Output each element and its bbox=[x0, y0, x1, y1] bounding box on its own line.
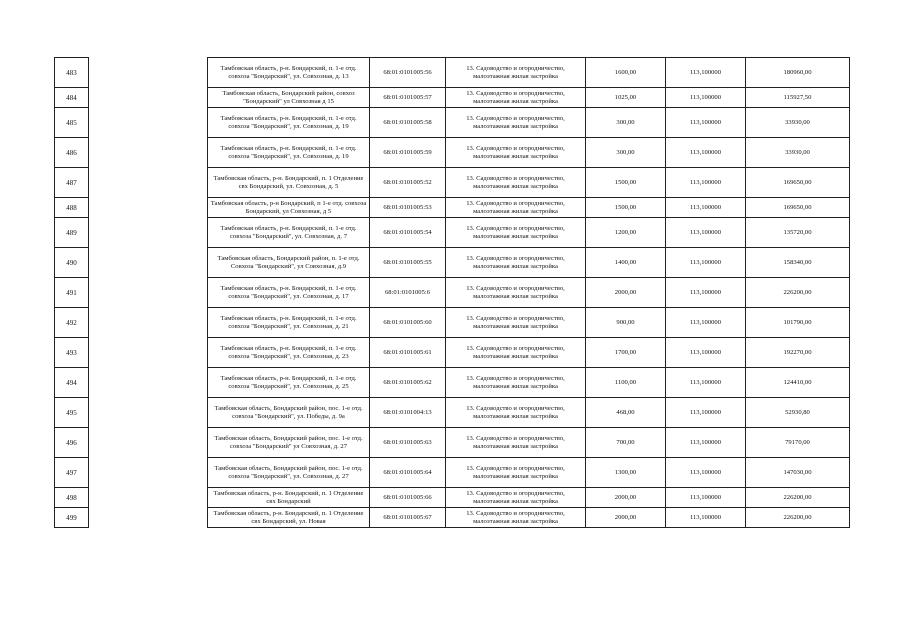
land-use-cell: 13. Садоводство и огородничество, малоэтажная жилая застройка bbox=[446, 198, 586, 218]
cadastral-number-cell: 68:01:0101004:13 bbox=[370, 398, 446, 428]
table-row bbox=[55, 248, 850, 278]
row-number: 495 bbox=[55, 398, 89, 428]
address-cell: Тамбовская область, Бондарский район, пос. 1-е отд. совхоза "Бондарский" ул Совхозная, д. 27 bbox=[208, 428, 370, 458]
gap-cell bbox=[89, 218, 208, 248]
table-row bbox=[55, 138, 850, 168]
cadastral-value-cell: 33930,00 bbox=[746, 108, 850, 138]
specific-value-cell: 113,100000 bbox=[666, 108, 746, 138]
land-use-cell: 13. Садоводство и огородничество, малоэтажная жилая застройка bbox=[446, 138, 586, 168]
row-number: 498 bbox=[55, 488, 89, 508]
row-number: 499 bbox=[55, 508, 89, 528]
cadastral-number-cell: 68:01:0101005:56 bbox=[370, 58, 446, 88]
specific-value-cell: 113,100000 bbox=[666, 168, 746, 198]
area-cell: 1700,00 bbox=[586, 338, 666, 368]
cadastral-value-cell: 135720,00 bbox=[746, 218, 850, 248]
land-use-cell: 13. Садоводство и огородничество, малоэтажная жилая застройка bbox=[446, 108, 586, 138]
specific-value-cell: 113,100000 bbox=[666, 458, 746, 488]
area-cell: 1600,00 bbox=[586, 58, 666, 88]
gap-cell bbox=[89, 88, 208, 108]
cadastral-number-cell: 68:01:0101005:67 bbox=[370, 508, 446, 528]
row-number: 484 bbox=[55, 88, 89, 108]
gap-cell bbox=[89, 368, 208, 398]
cadastral-number-cell: 68:01:0101005:59 bbox=[370, 138, 446, 168]
row-number: 485 bbox=[55, 108, 89, 138]
area-cell: 1200,00 bbox=[586, 218, 666, 248]
area-cell: 700,00 bbox=[586, 428, 666, 458]
area-cell: 1300,00 bbox=[586, 458, 666, 488]
row-number: 497 bbox=[55, 458, 89, 488]
land-use-cell: 13. Садоводство и огородничество, малоэтажная жилая застройка bbox=[446, 508, 586, 528]
address-cell: Тамбовская область, р-н. Бондарский, п. 1-е отд. совхоза "Бондарский", ул. Совхозная, д. 7 bbox=[208, 218, 370, 248]
row-number: 483 bbox=[55, 58, 89, 88]
area-cell: 2000,00 bbox=[586, 488, 666, 508]
specific-value-cell: 113,100000 bbox=[666, 508, 746, 528]
row-number: 496 bbox=[55, 428, 89, 458]
gap-cell bbox=[89, 308, 208, 338]
address-cell: Тамбовская область, Бондарский район, пос. 1-е отд. совхоза "Бондарский", ул. Совхозная, д. 27 bbox=[208, 458, 370, 488]
address-cell: Тамбовская область, Бондарский район, п. 1-е отд. Совхоза "Бондарский", ул Совхозная, д.9 bbox=[208, 248, 370, 278]
address-cell: Тамбовская область, р-н. Бондарский, п. 1-е отд. совхоза "Бондарский", ул. Совхозная, д. 19 bbox=[208, 108, 370, 138]
address-cell: Тамбовская область, р-н. Бондарский, п. 1-е отд. совхоза "Бондарский", ул. Совхозная, д. 25 bbox=[208, 368, 370, 398]
specific-value-cell: 113,100000 bbox=[666, 138, 746, 168]
cadastral-value-cell: 115927,50 bbox=[746, 88, 850, 108]
area-cell: 1025,00 bbox=[586, 88, 666, 108]
land-use-cell: 13. Садоводство и огородничество, малоэтажная жилая застройка bbox=[446, 278, 586, 308]
table-row bbox=[55, 368, 850, 398]
table-row bbox=[55, 338, 850, 368]
gap-cell bbox=[89, 428, 208, 458]
land-use-cell: 13. Садоводство и огородничество, малоэтажная жилая застройка bbox=[446, 218, 586, 248]
land-use-cell: 13. Садоводство и огородничество, малоэтажная жилая застройка bbox=[446, 458, 586, 488]
area-cell: 1400,00 bbox=[586, 248, 666, 278]
cadastral-number-cell: 68:01:0101005:66 bbox=[370, 488, 446, 508]
land-use-cell: 13. Садоводство и огородничество, малоэтажная жилая застройка bbox=[446, 248, 586, 278]
table-row bbox=[55, 428, 850, 458]
area-cell: 900,00 bbox=[586, 308, 666, 338]
cadastral-value-cell: 226200,00 bbox=[746, 488, 850, 508]
cadastral-number-cell: 68:01:0101005:6 bbox=[370, 278, 446, 308]
land-plots-table bbox=[54, 57, 850, 528]
specific-value-cell: 113,100000 bbox=[666, 308, 746, 338]
cadastral-value-cell: 180960,00 bbox=[746, 58, 850, 88]
specific-value-cell: 113,100000 bbox=[666, 338, 746, 368]
specific-value-cell: 113,100000 bbox=[666, 218, 746, 248]
specific-value-cell: 113,100000 bbox=[666, 58, 746, 88]
address-cell: Тамбовская область, Бондарский район, совхоз "Бондарский" ул Совхозная д 15 bbox=[208, 88, 370, 108]
gap-cell bbox=[89, 278, 208, 308]
land-use-cell: 13. Садоводство и огородничество, малоэтажная жилая застройка bbox=[446, 88, 586, 108]
row-number: 491 bbox=[55, 278, 89, 308]
cadastral-number-cell: 68:01:0101005:57 bbox=[370, 88, 446, 108]
address-cell: Тамбовская область, Бондарский район, пос. 1-е отд. совхоза "Бондарский", ул. Победы, д. 9а bbox=[208, 398, 370, 428]
row-number: 493 bbox=[55, 338, 89, 368]
cadastral-value-cell: 169650,00 bbox=[746, 168, 850, 198]
cadastral-value-cell: 169650,00 bbox=[746, 198, 850, 218]
table-row bbox=[55, 198, 850, 218]
address-cell: Тамбовская область, р-н. Бондарский, п. 1 Отделение свх Бондарский bbox=[208, 488, 370, 508]
cadastral-number-cell: 68:01:0101005:52 bbox=[370, 168, 446, 198]
land-use-cell: 13. Садоводство и огородничество, малоэтажная жилая застройка bbox=[446, 368, 586, 398]
area-cell: 2000,00 bbox=[586, 278, 666, 308]
address-cell: Тамбовская область, р-н. Бондарский, п. 1 Отделение свх Бондарский, ул. Новая bbox=[208, 508, 370, 528]
table-row bbox=[55, 108, 850, 138]
specific-value-cell: 113,100000 bbox=[666, 368, 746, 398]
address-cell: Тамбовская область, р-н. Бондарский, п. 1-е отд. совхоза "Бондарский", ул. Совхозная, д. 19 bbox=[208, 138, 370, 168]
specific-value-cell: 113,100000 bbox=[666, 398, 746, 428]
area-cell: 300,00 bbox=[586, 108, 666, 138]
table-row bbox=[55, 58, 850, 88]
address-cell: Тамбовская область, р-н. Бондарский, п. 1-е отд. совхоза "Бондарский", ул. Совхозная, д. 21 bbox=[208, 308, 370, 338]
land-use-cell: 13. Садоводство и огородничество, малоэтажная жилая застройка bbox=[446, 428, 586, 458]
cadastral-value-cell: 147030,00 bbox=[746, 458, 850, 488]
address-cell: Тамбовская область, р-н. Бондарский, п. 1-е отд. совхоза "Бондарский", ул. Совхозная, д. 13 bbox=[208, 58, 370, 88]
specific-value-cell: 113,100000 bbox=[666, 428, 746, 458]
cadastral-value-cell: 226200,00 bbox=[746, 278, 850, 308]
gap-cell bbox=[89, 338, 208, 368]
table-row bbox=[55, 508, 850, 528]
table-row bbox=[55, 88, 850, 108]
specific-value-cell: 113,100000 bbox=[666, 248, 746, 278]
gap-cell bbox=[89, 138, 208, 168]
gap-cell bbox=[89, 58, 208, 88]
cadastral-value-cell: 33930,00 bbox=[746, 138, 850, 168]
specific-value-cell: 113,100000 bbox=[666, 278, 746, 308]
table-row bbox=[55, 218, 850, 248]
gap-cell bbox=[89, 458, 208, 488]
cadastral-value-cell: 52930,80 bbox=[746, 398, 850, 428]
address-cell: Тамбовская область, р-н. Бондарский, п. 1-е отд. совхоза "Бондарский", ул. Совхозная, д. 23 bbox=[208, 338, 370, 368]
gap-cell bbox=[89, 108, 208, 138]
gap-cell bbox=[89, 398, 208, 428]
land-use-cell: 13. Садоводство и огородничество, малоэтажная жилая застройка bbox=[446, 58, 586, 88]
specific-value-cell: 113,100000 bbox=[666, 488, 746, 508]
area-cell: 1100,00 bbox=[586, 368, 666, 398]
table-row bbox=[55, 278, 850, 308]
table-body bbox=[55, 58, 850, 528]
row-number: 490 bbox=[55, 248, 89, 278]
row-number: 492 bbox=[55, 308, 89, 338]
cadastral-number-cell: 68:01:0101005:60 bbox=[370, 308, 446, 338]
table-row bbox=[55, 398, 850, 428]
cadastral-value-cell: 226200,00 bbox=[746, 508, 850, 528]
gap-cell bbox=[89, 508, 208, 528]
area-cell: 300,00 bbox=[586, 138, 666, 168]
row-number: 488 bbox=[55, 198, 89, 218]
specific-value-cell: 113,100000 bbox=[666, 198, 746, 218]
row-number: 487 bbox=[55, 168, 89, 198]
table-row bbox=[55, 308, 850, 338]
land-use-cell: 13. Садоводство и огородничество, малоэтажная жилая застройка bbox=[446, 308, 586, 338]
gap-cell bbox=[89, 168, 208, 198]
area-cell: 1500,00 bbox=[586, 198, 666, 218]
cadastral-value-cell: 79170,00 bbox=[746, 428, 850, 458]
cadastral-number-cell: 68:01:0101005:54 bbox=[370, 218, 446, 248]
address-cell: Тамбовская область, р-н. Бондарский, п. 1 Отделение свх Бондарский, ул. Совхозная, д. 5 bbox=[208, 168, 370, 198]
land-use-cell: 13. Садоводство и огородничество, малоэтажная жилая застройка bbox=[446, 488, 586, 508]
specific-value-cell: 113,100000 bbox=[666, 88, 746, 108]
cadastral-number-cell: 68:01:0101005:55 bbox=[370, 248, 446, 278]
cadastral-number-cell: 68:01:0101005:62 bbox=[370, 368, 446, 398]
area-cell: 468,00 bbox=[586, 398, 666, 428]
row-number: 489 bbox=[55, 218, 89, 248]
gap-cell bbox=[89, 248, 208, 278]
land-use-cell: 13. Садоводство и огородничество, малоэтажная жилая застройка bbox=[446, 168, 586, 198]
address-cell: Тамбовская область, р-н. Бондарский, п. 1-е отд. совхоза "Бондарский", ул. Совхозная, д. 17 bbox=[208, 278, 370, 308]
cadastral-number-cell: 68:01:0101005:53 bbox=[370, 198, 446, 218]
land-use-cell: 13. Садоводство и огородничество, малоэтажная жилая застройка bbox=[446, 338, 586, 368]
cadastral-number-cell: 68:01:0101005:61 bbox=[370, 338, 446, 368]
cadastral-number-cell: 68:01:0101005:64 bbox=[370, 458, 446, 488]
cadastral-number-cell: 68:01:0101005:58 bbox=[370, 108, 446, 138]
table-row bbox=[55, 168, 850, 198]
row-number: 494 bbox=[55, 368, 89, 398]
cadastral-value-cell: 101790,00 bbox=[746, 308, 850, 338]
cadastral-value-cell: 124410,00 bbox=[746, 368, 850, 398]
cadastral-value-cell: 192270,00 bbox=[746, 338, 850, 368]
address-cell: Тамбовская область, р-н Бондарский, п 1-е отд. совхоза Бондарский, ул Совхозная, д 5 bbox=[208, 198, 370, 218]
row-number: 486 bbox=[55, 138, 89, 168]
area-cell: 2000,00 bbox=[586, 508, 666, 528]
area-cell: 1500,00 bbox=[586, 168, 666, 198]
table-row bbox=[55, 458, 850, 488]
gap-cell bbox=[89, 488, 208, 508]
land-use-cell: 13. Садоводство и огородничество, малоэтажная жилая застройка bbox=[446, 398, 586, 428]
cadastral-value-cell: 158340,00 bbox=[746, 248, 850, 278]
cadastral-number-cell: 68:01:0101005:63 bbox=[370, 428, 446, 458]
table-row bbox=[55, 488, 850, 508]
gap-cell bbox=[89, 198, 208, 218]
